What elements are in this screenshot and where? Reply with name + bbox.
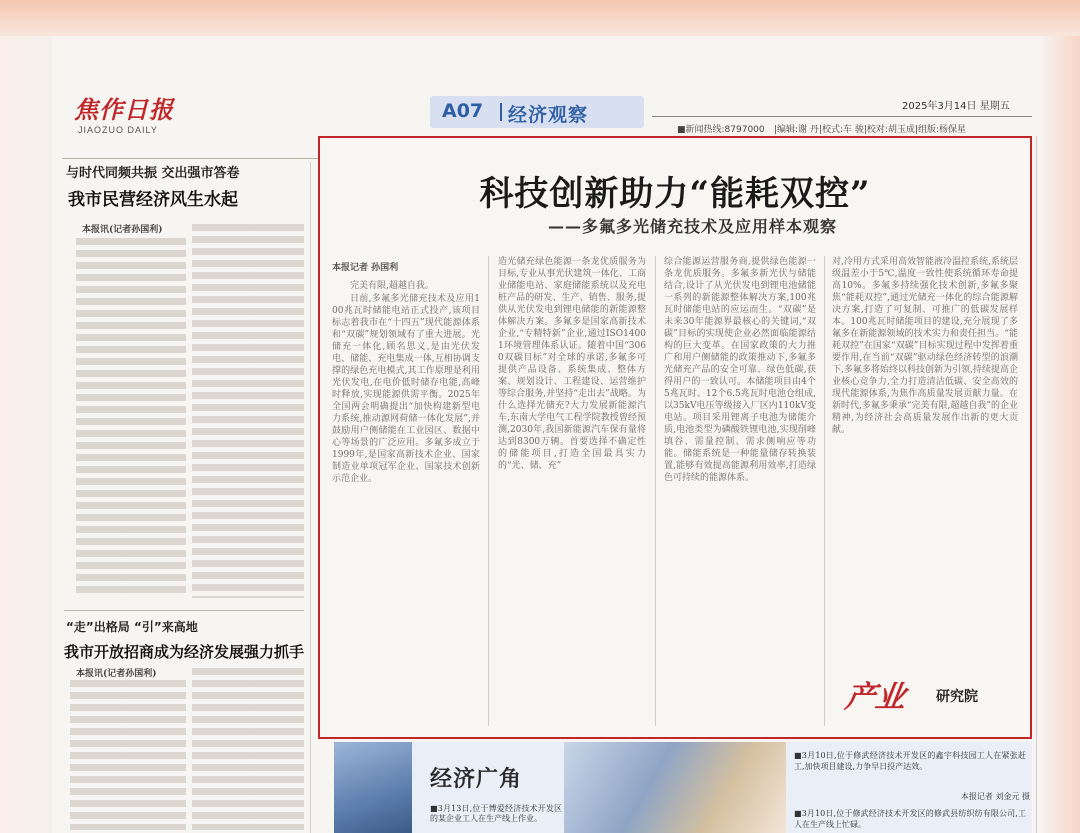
ad-caption-middle: ■3月13日,位于博爱经济技术开发区的某企业工人在生产线上作业。: [430, 804, 562, 823]
ad-caption-1: ■3月10日,位于修武经济技术开发区的鑫宇科技园工人在紧张赶工,加快项目建设,力争早日投产达效。: [794, 751, 1026, 771]
left-article-2-kicker: “走”出格局 “引”来高地: [66, 620, 198, 634]
left-article-1: [64, 162, 304, 604]
newspaper-logo: [74, 90, 174, 150]
section-divider: [500, 103, 502, 121]
staff-credits: |编辑:谢 丹|校式:车 骏|校对:胡玉成|组版:杨保星: [774, 125, 966, 135]
right-edge-rule: [1036, 136, 1037, 833]
logo-latin: JIAOZUO DAILY: [78, 125, 158, 135]
left-article-2-body: [70, 680, 186, 830]
page-code: A07: [442, 100, 484, 122]
issue-date: 2025年3月14日 星期五: [902, 101, 1010, 112]
left-article-2-byline: 本报讯(记者孙国利): [76, 669, 157, 679]
section-banner: [430, 96, 644, 128]
ad-photo-left: [334, 742, 412, 833]
feature-article: [318, 136, 1032, 739]
ad-reporter: 本报记者 刘金元 摄: [960, 792, 1030, 801]
logo-text: 焦作日报: [74, 95, 174, 124]
left-article-1-kicker: 与时代同频共振 交出强市答卷: [66, 166, 240, 181]
news-hotline: ■新闻热线:8797000: [677, 125, 765, 135]
feature-column-1: 日前,多氟多光储充技术及应用100兆瓦时储能电站正式投产,该项目标志着我市在“十四五”现代能源体系和“双碳”规划领域有了重大进展。光储充一体化,顾名思义,是由光伏发电、储能、充电集成一体,互相协调支撑的绿色充电模式,其工作原理是利用光伏发电,在电价低时储存电能,高峰时释放,实现能源供需平衡。2025年全国两会明确提出“加快构建新型电力系统,推动源网荷储一体化发展”,并鼓励用户侧储能在工业园区、数据中心等场景的广泛应用。多氟多成立于1999年,是国家高新技术企业、国家制造业单项冠军企业、国家技术创新示范企业。: [332, 294, 480, 484]
left-article-1-body: [76, 238, 186, 598]
feature-column-4: 对,冷用方式采用高效智能液冷温控系统,系统层级温差小于5℃,温度一致性使系统循环寿命提高10%。多氟多持续强化技术创新,多氟多聚焦“能耗双控”,通过光储充一体化的综合能源解决方案,打造了可复制、可推广的低碳发展样本。100兆瓦时储能项目的建设,充分展现了多氟多在新能源领域的技术实力和责任担当。“能耗双控”在国家“双碳”目标实现过程中发挥着重要作用,在当前“双碳”驱动绿色经济转型的浪潮下,多氟多将始终以科技创新为引领,持续提高企业核心竞争力,全力打造清洁低碳、安全高效的现代能源体系,为焦作高质量发展贡献力量。在新时代,多氟多秉承“完美有限,超越自我”的企业精神,为经济社会高质量发展作出新的更大贡献。: [832, 257, 1018, 435]
feature-headline: 科技创新助力“能耗双控”: [479, 174, 871, 214]
feature-lead: 完美有限,超越自我。: [350, 281, 434, 291]
ad-banner: [334, 742, 1032, 833]
feature-col-rule-1: [488, 256, 489, 726]
left-article-1-body-col2: [192, 224, 304, 598]
left-article-2: [64, 618, 304, 833]
left-article-1-byline: 本报讯(记者孙国利): [82, 225, 163, 235]
frame-top-band: [0, 0, 1080, 36]
stamp-subtitle: 研究院: [936, 689, 978, 705]
feature-column-3: 综合能源运营服务商,提供绿色能源一条龙优质服务。多氟多新光伏与储能结合,设计了从光伏发电到锂电池储能一系列的新能源整体解决方案,100兆瓦时储能电站的应运而生。“双碳”是未来30年能源界最核心的关键词,“双碳”目标的实现使企业必然面临能源结构的巨大变革。在国家政策的大力推广和用户侧储能的政策推动下,多氟多光储充产品的安全可靠、绿色低碳,获得用户的一致认可。本储能项目由4个5兆瓦时、12个6.5兆瓦时电池仓组成,以35kV电压等级接入厂区内110kV变电站。项目采用锂离子电池为储能介质,电池类型为磷酸铁锂电池,实现削峰填谷、需量控制、需求侧响应等功能。储能系统是一种能量储存转换装置,能够有效提高能源利用效率,打造绿色可持续的能源体系。: [664, 257, 816, 483]
newspaper-page: [52, 36, 1042, 833]
feature-byline: 本报记者 孙国利: [332, 263, 399, 273]
industry-research-stamp: [843, 672, 1022, 720]
stamp-brush-title: 产业: [843, 680, 908, 715]
feature-col-rule-3: [824, 256, 825, 726]
section-title: 经济观察: [508, 104, 589, 126]
left-article-divider: [64, 610, 304, 611]
feature-subheadline: ——多氟多光储充技术及应用样本观察: [548, 217, 838, 236]
left-column-rule: [310, 162, 311, 833]
left-article-1-headline: 我市民营经济风生水起: [68, 190, 238, 210]
masthead-rule: [652, 116, 1032, 117]
ad-photo-right: [564, 742, 786, 833]
left-article-2-body-col2: [192, 668, 304, 830]
left-article-2-headline: 我市开放招商成为经济发展强力抓手: [64, 643, 305, 661]
ad-banner-title: 经济广角: [430, 766, 523, 792]
feature-col-rule-2: [655, 256, 656, 726]
ad-caption-2: ■3月10日,位于修武经济技术开发区的修武县纺织纺有限公司,工人在生产线上忙碌。: [794, 809, 1026, 829]
feature-column-2: 造光储充绿色能源一条龙优质服务为目标,专业从事光伏建筑一体化、工商业储能电站、家庭储能系统以及充电桩产品的研发、生产、销售、服务,提供从光伏发电到锂电储能的新能源整体解决方案。多氟多是国家高新技术企业,“专精特新”企业,通过ISO14001环境管理体系认证。随着中国“3060双碳目标”对全球的承诺,多氟多可提供产品设备、系统集成、整体方案、规划设计、工程建设、运营维护等综合服务,并坚持“走出去”战略。为什么选择光储充?大力发展新能源汽车,东南大学电气工程学院教授曾经预测,2030年,我国新能源汽车保有量将达到8300万辆。首要选择不确定性的储能项目,打造全国最具实力的“光、储、充”: [498, 257, 646, 471]
